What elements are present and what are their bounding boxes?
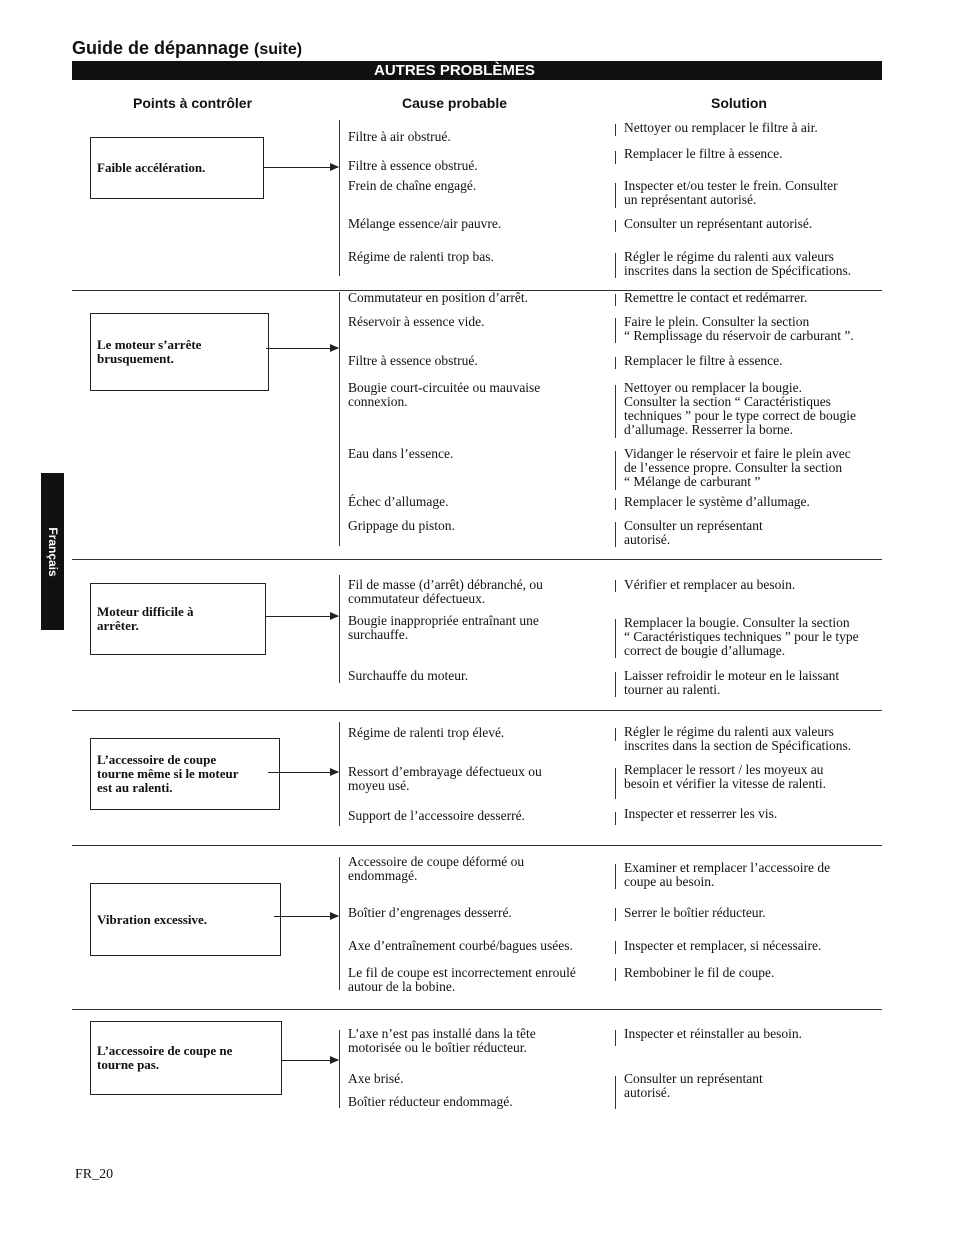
cause-text: Bougie court-circuitée ou mauvaise connexion. xyxy=(348,380,541,409)
solution-tick xyxy=(615,580,616,592)
solution-text: Laisser refroidir le moteur en le laissant tourner au ralenti. xyxy=(624,668,840,697)
cause-text: Grippage du piston. xyxy=(348,518,455,533)
problem-label: Moteur difficile à arrêter. xyxy=(97,604,194,633)
solution-tick xyxy=(615,968,616,981)
cause-bracket xyxy=(339,575,340,683)
solution-tick xyxy=(615,864,616,889)
cause-text: Échec d’allumage. xyxy=(348,494,449,509)
solution-text: Examiner et remplacer l’accessoire de coupe au besoin. xyxy=(624,860,831,889)
cause-bracket xyxy=(339,722,340,826)
cause-bracket xyxy=(339,292,340,546)
solution-text: Consulter un représentant autorisé. xyxy=(624,216,813,231)
title-suffix: (suite) xyxy=(254,41,303,58)
solution-text: Inspecter et réinstaller au besoin. xyxy=(624,1026,803,1041)
problem-label: Vibration excessive. xyxy=(97,911,207,927)
solution-tick xyxy=(615,941,616,954)
cause-text: Commutateur en position d’arrêt. xyxy=(348,290,528,305)
solution-text: Remplacer le filtre à essence. xyxy=(624,146,783,161)
solution-text: Rembobiner le fil de coupe. xyxy=(624,965,775,980)
solution-tick xyxy=(615,385,616,438)
column-header-points: Points à contrôler xyxy=(133,95,253,111)
cause-text: Accessoire de coupe déformé ou endommagé. xyxy=(348,854,525,883)
problem-box xyxy=(90,1021,282,1095)
solution-tick xyxy=(615,768,616,799)
solution-tick xyxy=(615,151,616,164)
arrow-icon xyxy=(266,348,338,349)
section-divider xyxy=(72,845,882,846)
section-divider xyxy=(72,710,882,711)
cause-text: Axe brisé. xyxy=(348,1071,404,1086)
problem-box xyxy=(90,738,280,810)
solution-tick xyxy=(615,498,616,510)
cause-text: Filtre à air obstrué. xyxy=(348,129,451,144)
problem-box xyxy=(90,137,264,199)
problem-box xyxy=(90,583,266,655)
section-banner xyxy=(72,61,882,80)
solution-tick xyxy=(615,318,616,343)
cause-text: Boîtier réducteur endommagé. xyxy=(348,1094,513,1109)
cause-text: Surchauffe du moteur. xyxy=(348,668,469,683)
cause-text: Régime de ralenti trop bas. xyxy=(348,249,494,264)
solution-tick xyxy=(615,812,616,825)
page-number: FR_20 xyxy=(75,1167,114,1182)
arrow-icon xyxy=(264,167,338,168)
cause-text: Régime de ralenti trop élevé. xyxy=(348,725,505,740)
title-text: Guide de dépannage xyxy=(72,38,250,58)
cause-text: Bougie inappropriée entraînant une surchauffe. xyxy=(348,613,539,642)
solution-text: Inspecter et/ou tester le frein. Consulter un représentant autorisé. xyxy=(624,178,838,207)
cause-text: Filtre à essence obstrué. xyxy=(348,353,478,368)
section-divider xyxy=(72,559,882,560)
solution-text: Nettoyer ou remplacer le filtre à air. xyxy=(624,120,818,135)
solution-text: Inspecter et resserrer les vis. xyxy=(624,806,778,821)
solution-tick xyxy=(615,522,616,547)
solution-text: Vérifier et remplacer au besoin. xyxy=(624,577,796,592)
solution-text: Remplacer la bougie. Consulter la section “ Caractéristiques techniques ” pour le type correct de bougie d’allumage. xyxy=(624,615,859,658)
solution-text: Faire le plein. Consulter la section “ Remplissage du réservoir de carburant ”. xyxy=(624,314,854,343)
solution-text: Consulter un représentant autorisé. xyxy=(624,1071,763,1100)
cause-text: Le fil de coupe est incorrectement enroulé autour de la bobine. xyxy=(348,965,576,994)
arrow-icon xyxy=(282,1060,338,1061)
solution-text: Remplacer le filtre à essence. xyxy=(624,353,783,368)
solution-text: Remettre le contact et redémarrer. xyxy=(624,290,808,305)
cause-text: Frein de chaîne engagé. xyxy=(348,178,477,193)
cause-text: L’axe n’est pas installé dans la tête motorisée ou le boîtier réducteur. xyxy=(348,1026,536,1055)
solution-text: Vidanger le réservoir et faire le plein avec de l’essence propre. Consulter la section “ Mélange de carburant ” xyxy=(624,446,851,489)
solution-tick xyxy=(615,908,616,921)
cause-text: Eau dans l’essence. xyxy=(348,446,454,461)
solution-tick xyxy=(615,619,616,658)
solution-text: Remplacer le système d’allumage. xyxy=(624,494,810,509)
solution-tick xyxy=(615,253,616,278)
language-tab xyxy=(41,473,64,630)
problem-label: Faible accélération. xyxy=(97,160,206,175)
arrow-icon xyxy=(266,616,338,617)
solution-tick xyxy=(615,451,616,490)
cause-text: Fil de masse (d’arrêt) débranché, ou commutateur défectueux. xyxy=(348,577,543,606)
solution-tick xyxy=(615,1076,616,1109)
solution-text: Inspecter et remplacer, si nécessaire. xyxy=(624,938,822,953)
solution-text: Nettoyer ou remplacer la bougie. Consulter la section “ Caractéristiques techniques ” pour le type correct de bougie d’allumage. Resserrer la borne. xyxy=(624,380,857,437)
cause-bracket xyxy=(339,857,340,990)
solution-tick xyxy=(615,728,616,741)
solution-text: Régler le régime du ralenti aux valeurs inscrites dans la section de Spécifications. xyxy=(624,724,852,753)
problem-label: L’accessoire de coupe ne tourne pas. xyxy=(97,1043,233,1072)
solution-tick xyxy=(615,672,616,697)
problem-box xyxy=(90,313,269,391)
cause-text: Réservoir à essence vide. xyxy=(348,314,485,329)
solution-tick xyxy=(615,124,616,136)
solution-tick xyxy=(615,357,616,369)
solution-text: Consulter un représentant autorisé. xyxy=(624,518,763,547)
problem-label: Le moteur s’arrête brusquement. xyxy=(97,337,202,366)
solution-text: Régler le régime du ralenti aux valeurs inscrites dans la section de Spécifications. xyxy=(624,249,852,278)
section-divider xyxy=(72,1009,882,1010)
cause-text: Ressort d’embrayage défectueux ou moyeu usé. xyxy=(348,764,542,793)
cause-text: Boîtier d’engrenages desserré. xyxy=(348,905,512,920)
solution-text: Serrer le boîtier réducteur. xyxy=(624,905,766,920)
cause-text: Axe d’entraînement courbé/bagues usées. xyxy=(348,938,573,953)
cause-bracket xyxy=(339,1030,340,1108)
arrow-icon xyxy=(268,772,338,773)
cause-text: Mélange essence/air pauvre. xyxy=(348,216,502,231)
problem-label: L’accessoire de coupe tourne même si le moteur est au ralenti. xyxy=(97,752,239,795)
page-title xyxy=(72,38,302,59)
solution-text: Remplacer le ressort / les moyeux au besoin et vérifier la vitesse de ralenti. xyxy=(624,762,827,791)
cause-text: Support de l’accessoire desserré. xyxy=(348,808,525,823)
column-header-solution: Solution xyxy=(711,95,767,111)
problem-box xyxy=(90,883,281,956)
solution-tick xyxy=(615,1030,616,1046)
solution-tick xyxy=(615,183,616,208)
solution-tick xyxy=(615,220,616,232)
column-header-cause: Cause probable xyxy=(402,95,508,111)
cause-text: Filtre à essence obstrué. xyxy=(348,158,478,173)
solution-tick xyxy=(615,294,616,306)
banner-text: AUTRES PROBLÈMES xyxy=(374,62,535,79)
arrow-icon xyxy=(274,916,338,917)
cause-bracket xyxy=(339,120,340,276)
language-tab-label: Français xyxy=(45,526,60,577)
